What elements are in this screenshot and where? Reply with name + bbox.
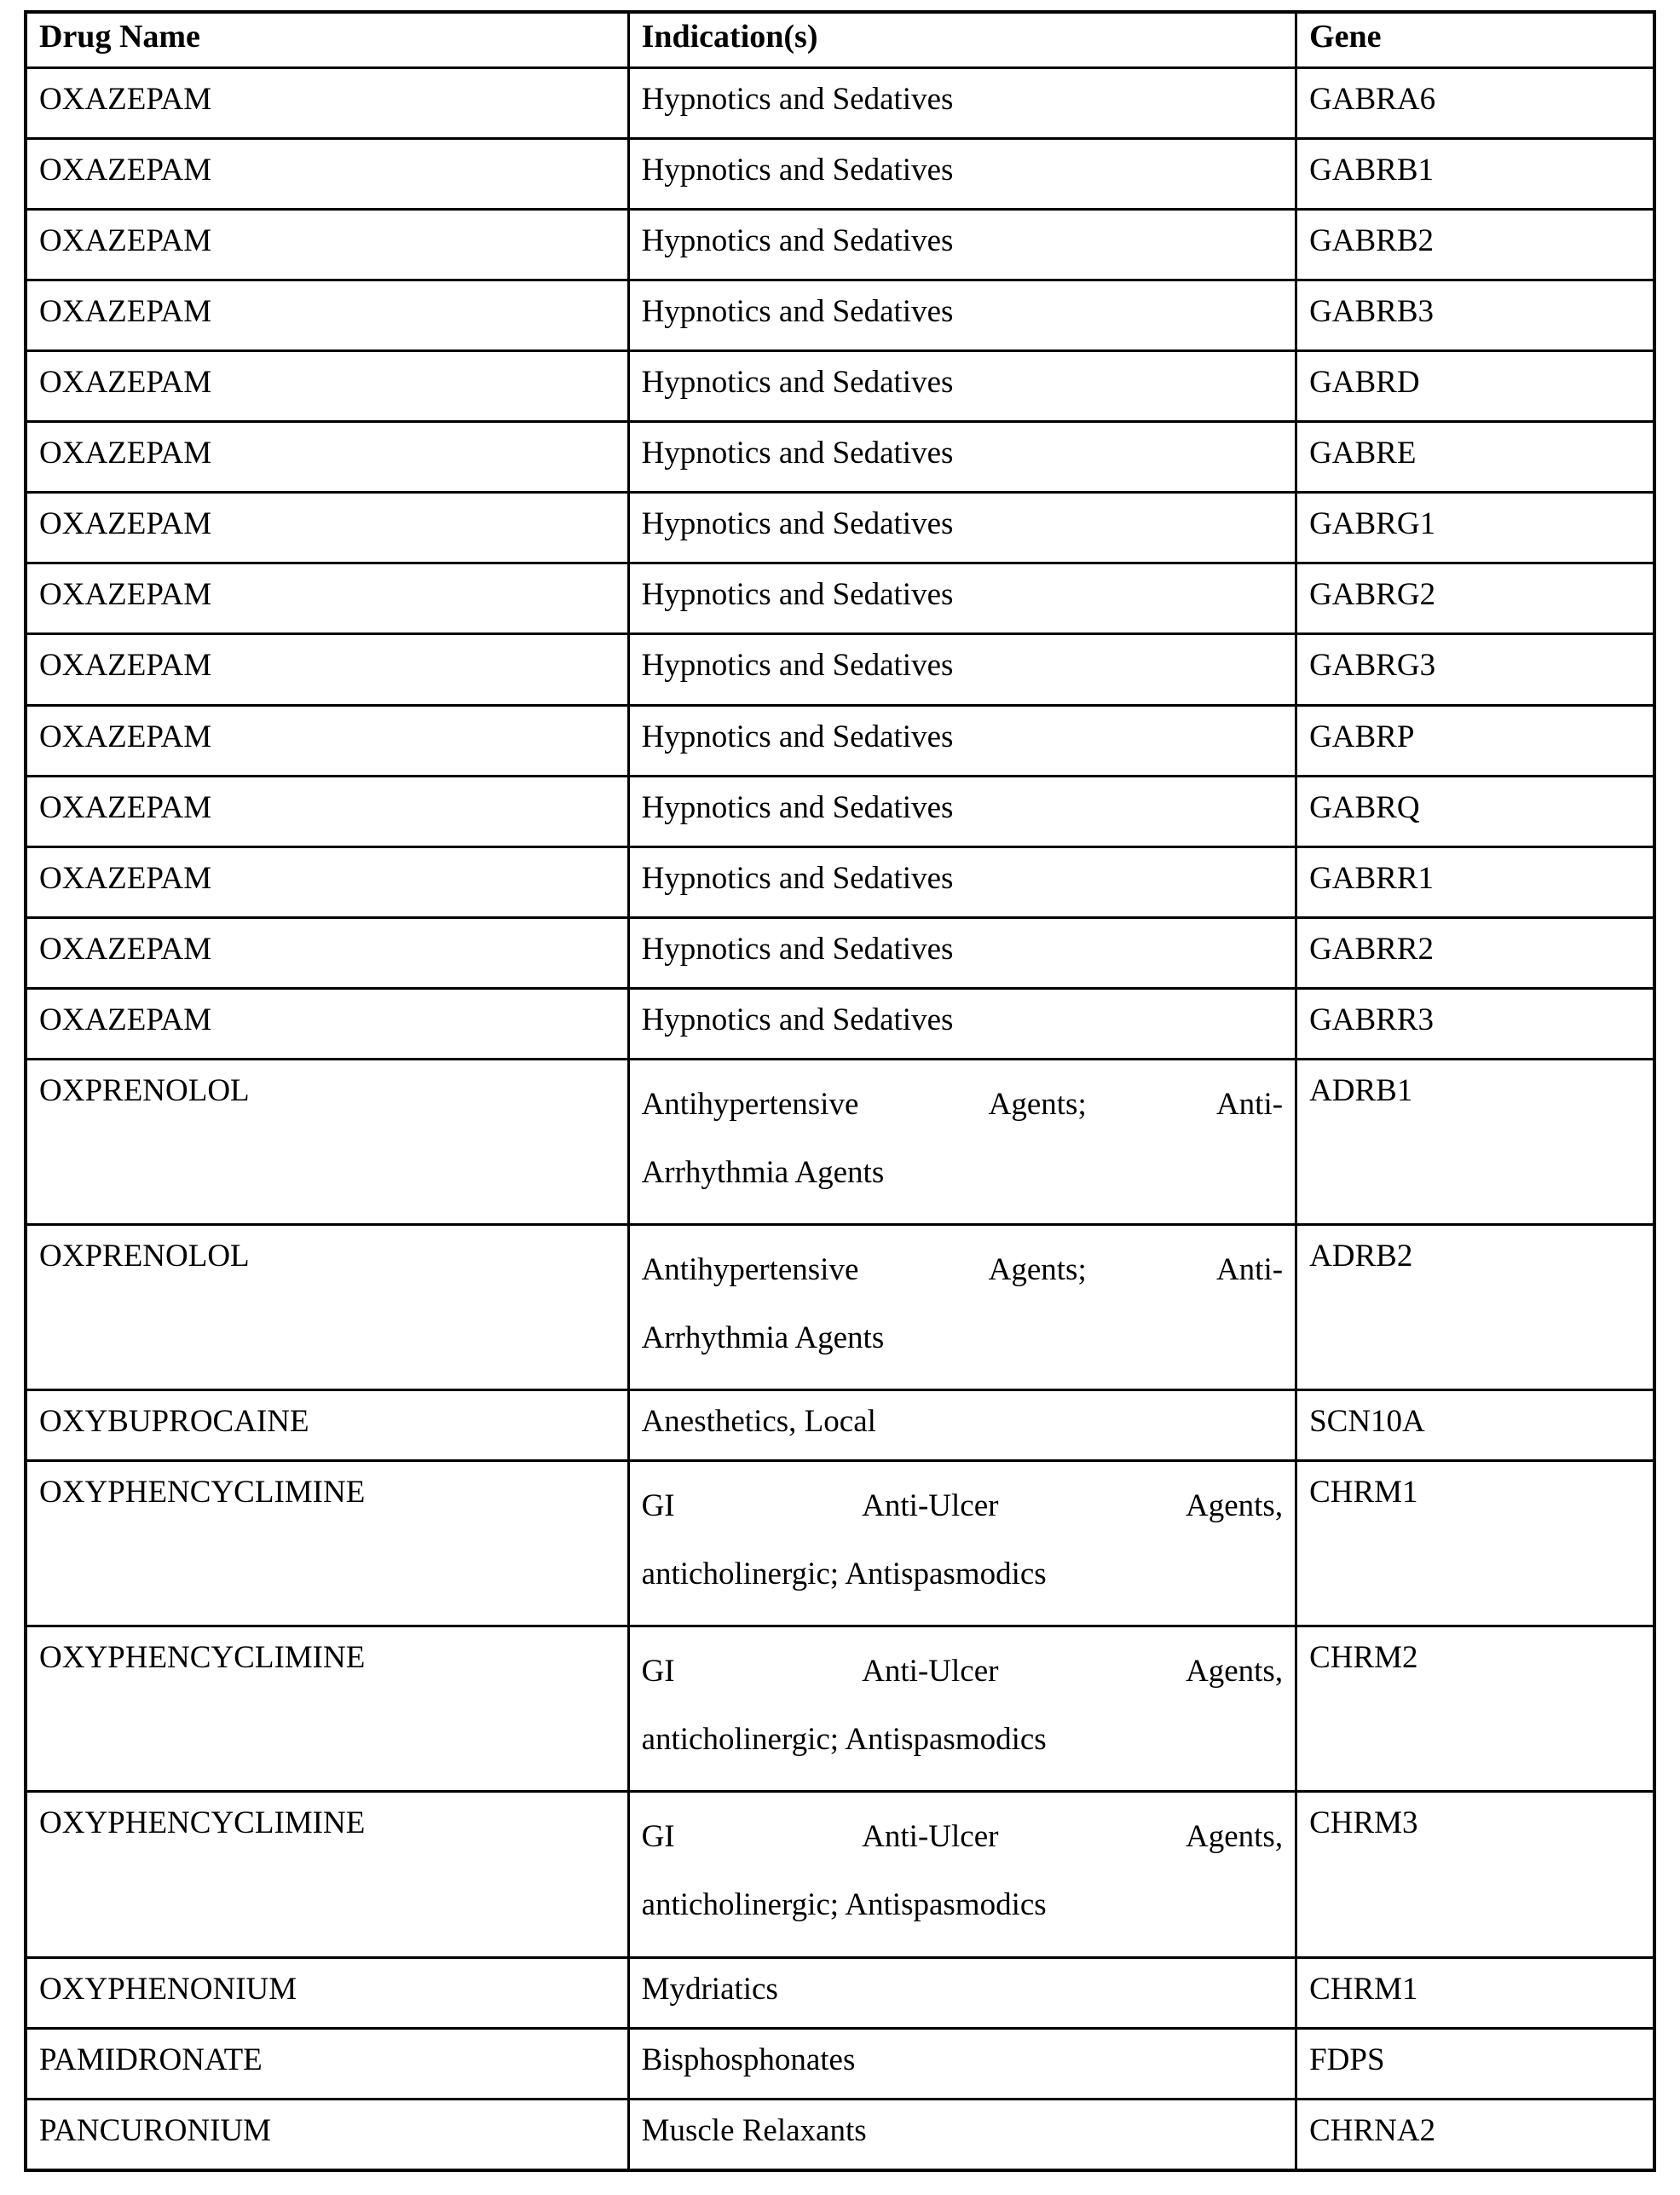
gene-cell: CHRM1: [1296, 1461, 1654, 1626]
indication-line: Hypnotics and Sedatives: [641, 222, 954, 258]
drug-gene-table-body: [26, 67, 1654, 2170]
drug-cell: OXAZEPAM: [26, 209, 628, 280]
indication-cell: [628, 1626, 1296, 1792]
table-row: [26, 1626, 1654, 1792]
table-row: [26, 67, 1654, 138]
indication-cell: [628, 67, 1296, 138]
gene-cell: ADRB2: [1296, 1225, 1654, 1390]
drug-cell: OXAZEPAM: [26, 422, 628, 493]
gene-cell: GABRQ: [1296, 776, 1654, 846]
indication-cell: [628, 138, 1296, 209]
gene-cell: CHRM3: [1296, 1792, 1654, 1957]
indication-cell: [628, 351, 1296, 422]
indication-line: Hypnotics and Sedatives: [641, 648, 954, 684]
table-row: [26, 1461, 1654, 1626]
drug-cell: OXAZEPAM: [26, 280, 628, 350]
gene-cell: GABRR2: [1296, 917, 1654, 988]
indication-line: Antihypertensive Agents; Anti-: [641, 1252, 1284, 1288]
indication-line: Hypnotics and Sedatives: [641, 1002, 954, 1037]
table-row: [26, 846, 1654, 917]
drug-cell: OXYPHENCYCLIMINE: [26, 1792, 628, 1957]
indication-cell: [628, 2028, 1296, 2099]
indication-line: Hypnotics and Sedatives: [641, 506, 954, 542]
gene-cell: GABRG3: [1296, 634, 1654, 705]
table-header: [26, 12, 1654, 67]
drug-cell: OXAZEPAM: [26, 138, 628, 209]
gene-cell: GABRR3: [1296, 988, 1654, 1059]
indication-line: Mydriatics: [641, 1971, 778, 2007]
indication-line: Anesthetics, Local: [641, 1404, 876, 1440]
indication-line: anticholinergic; Antispasmodics: [641, 1556, 1047, 1591]
drug-cell: PANCURONIUM: [26, 2099, 628, 2170]
drug-cell: OXYPHENCYCLIMINE: [26, 1461, 628, 1626]
table-row: [26, 280, 1654, 350]
drug-cell: OXAZEPAM: [26, 846, 628, 917]
table-row: [26, 776, 1654, 846]
indication-line: Hypnotics and Sedatives: [641, 152, 954, 188]
indication-line: Hypnotics and Sedatives: [641, 293, 954, 329]
indication-cell: [628, 1060, 1296, 1225]
gene-cell: GABRB1: [1296, 138, 1654, 209]
table-row: [26, 138, 1654, 209]
gene-cell: SCN10A: [1296, 1390, 1654, 1461]
table-row: [26, 563, 1654, 634]
gene-cell: GABRR1: [1296, 846, 1654, 917]
gene-cell: CHRNA2: [1296, 2099, 1654, 2170]
drug-cell: OXAZEPAM: [26, 634, 628, 705]
indication-cell: [628, 1957, 1296, 2028]
indication-cell: [628, 493, 1296, 563]
drug-cell: OXYPHENONIUM: [26, 1957, 628, 2028]
indication-line: Hypnotics and Sedatives: [641, 860, 954, 896]
indication-line: Hypnotics and Sedatives: [641, 577, 954, 613]
indication-cell: [628, 776, 1296, 846]
indication-cell: [628, 209, 1296, 280]
table-row: [26, 1957, 1654, 2028]
gene-cell: GABRE: [1296, 422, 1654, 493]
indication-line: Muscle Relaxants: [641, 2112, 867, 2148]
drug-cell: OXAZEPAM: [26, 988, 628, 1059]
table-row: [26, 493, 1654, 563]
gene-cell: GABRA6: [1296, 67, 1654, 138]
table-row: [26, 209, 1654, 280]
gene-cell: FDPS: [1296, 2028, 1654, 2099]
indication-line: GI Anti-Ulcer Agents,: [641, 1488, 1284, 1524]
table-row: [26, 634, 1654, 705]
indication-line: Arrhythmia Agents: [641, 1320, 885, 1355]
indication-cell: [628, 563, 1296, 634]
indication-line: Hypnotics and Sedatives: [641, 436, 954, 471]
gene-cell: GABRG2: [1296, 563, 1654, 634]
indication-cell: [628, 634, 1296, 705]
drug-cell: OXAZEPAM: [26, 493, 628, 563]
table-row: [26, 1390, 1654, 1461]
indication-cell: [628, 917, 1296, 988]
drug-cell: OXYBUPROCAINE: [26, 1390, 628, 1461]
indication-cell: [628, 846, 1296, 917]
indication-line: Arrhythmia Agents: [641, 1154, 885, 1190]
drug-cell: OXPRENOLOL: [26, 1060, 628, 1225]
drug-cell: OXAZEPAM: [26, 917, 628, 988]
table-row: [26, 1225, 1654, 1390]
header-row: [26, 12, 1654, 67]
indication-line: Hypnotics and Sedatives: [641, 81, 954, 117]
indication-line: GI Anti-Ulcer Agents,: [641, 1654, 1284, 1690]
header-drug-name: Drug Name: [26, 12, 628, 67]
table-row: [26, 1060, 1654, 1225]
drug-cell: PAMIDRONATE: [26, 2028, 628, 2099]
indication-line: anticholinergic; Antispasmodics: [641, 1721, 1047, 1757]
table-row: [26, 988, 1654, 1059]
indication-cell: [628, 1792, 1296, 1957]
indication-line: GI Anti-Ulcer Agents,: [641, 1819, 1284, 1855]
indication-cell: [628, 1225, 1296, 1390]
drug-cell: OXAZEPAM: [26, 705, 628, 776]
indication-line: anticholinergic; Antispasmodics: [641, 1887, 1047, 1923]
table-row: [26, 2099, 1654, 2170]
drug-gene-table: [24, 10, 1656, 2172]
indication-line: Hypnotics and Sedatives: [641, 719, 954, 754]
gene-cell: GABRD: [1296, 351, 1654, 422]
table-row: [26, 705, 1654, 776]
indication-line: Hypnotics and Sedatives: [641, 365, 954, 401]
drug-cell: OXAZEPAM: [26, 351, 628, 422]
gene-cell: GABRB3: [1296, 280, 1654, 350]
gene-cell: GABRG1: [1296, 493, 1654, 563]
indication-cell: [628, 422, 1296, 493]
indication-cell: [628, 988, 1296, 1059]
header-gene: Gene: [1296, 12, 1654, 67]
drug-cell: OXYPHENCYCLIMINE: [26, 1626, 628, 1792]
header-indications: Indication(s): [628, 12, 1296, 67]
indication-cell: [628, 705, 1296, 776]
indication-line: Antihypertensive Agents; Anti-: [641, 1087, 1284, 1122]
indication-line: Bisphosphonates: [641, 2042, 856, 2077]
table-row: [26, 422, 1654, 493]
drug-cell: OXAZEPAM: [26, 563, 628, 634]
drug-cell: OXAZEPAM: [26, 67, 628, 138]
indication-cell: [628, 1390, 1296, 1461]
drug-cell: OXAZEPAM: [26, 776, 628, 846]
drug-cell: OXPRENOLOL: [26, 1225, 628, 1390]
indication-cell: [628, 1461, 1296, 1626]
gene-cell: GABRP: [1296, 705, 1654, 776]
table-row: [26, 351, 1654, 422]
indication-cell: [628, 280, 1296, 350]
indication-cell: [628, 2099, 1296, 2170]
table-row: [26, 917, 1654, 988]
gene-cell: CHRM1: [1296, 1957, 1654, 2028]
gene-cell: ADRB1: [1296, 1060, 1654, 1225]
gene-cell: GABRB2: [1296, 209, 1654, 280]
table-row: [26, 2028, 1654, 2099]
indication-line: Hypnotics and Sedatives: [641, 789, 954, 825]
gene-cell: CHRM2: [1296, 1626, 1654, 1792]
table-row: [26, 1792, 1654, 1957]
indication-line: Hypnotics and Sedatives: [641, 931, 954, 967]
